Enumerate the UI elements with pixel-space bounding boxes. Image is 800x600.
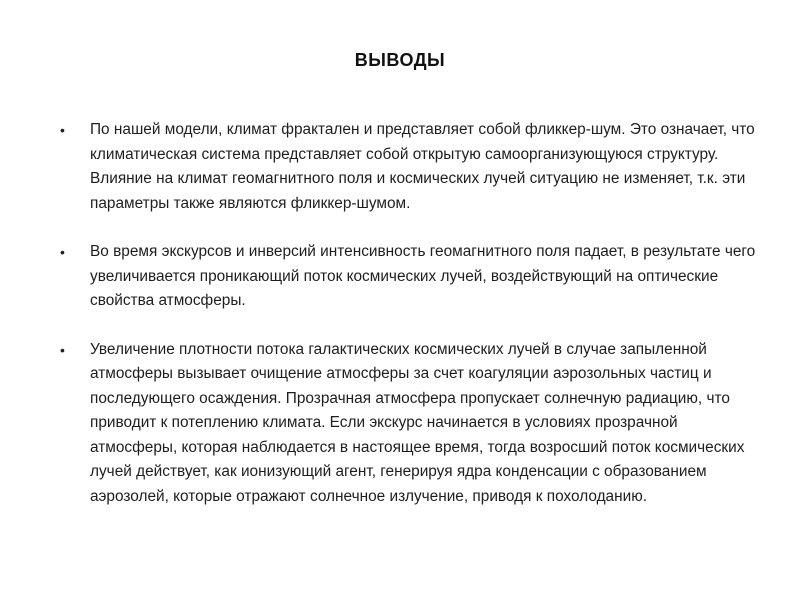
bullet-text: Увеличение плотности потока галактических космических лучей в случае запыленной атмосферы вызывает очищение атмосферы за счет коагуляции аэрозольных частиц и последующего осаждения. Прозрачная атмосфера пропускает солнечную радиацию, что приводит к потеплению климата. Если экскурс начинается в условиях прозрачной атмосферы, которая наблюдается в настоящее время, тогда возросший поток космических лучей действует, как ионизующий агент, генерируя ядра конденсации с образованием аэрозолей, которые отражают солнечное излучение, приводя к похолоданию.	[90, 340, 745, 505]
bullet-list	[60, 118, 760, 509]
bullet-item-1	[60, 118, 760, 216]
slide-title: ВЫВОДЫ	[354, 50, 446, 70]
bullet-icon: •	[60, 244, 65, 260]
bullet-item-3	[60, 338, 760, 510]
bullet-text: Во время экскурсов и инверсий интенсивность геомагнитного поля падает, в результате чего увеличивается проникающий поток космических лучей, воздействующий на оптические свойства атмосферы.	[90, 243, 756, 309]
bullet-text: По нашей модели, климат фрактален и представляет собой фликкер-шум. Это означает, что климатическая система представляет собой открытую самоорганизующуюся структуру. Влияние на климат геомагнитного поля и космических лучей ситуацию не изменяет, т.к. эти параметры также являются фликкер-шумом.	[90, 121, 755, 212]
bullet-icon: •	[60, 122, 65, 138]
bullet-item-2	[60, 240, 760, 314]
bullet-icon: •	[60, 341, 65, 358]
